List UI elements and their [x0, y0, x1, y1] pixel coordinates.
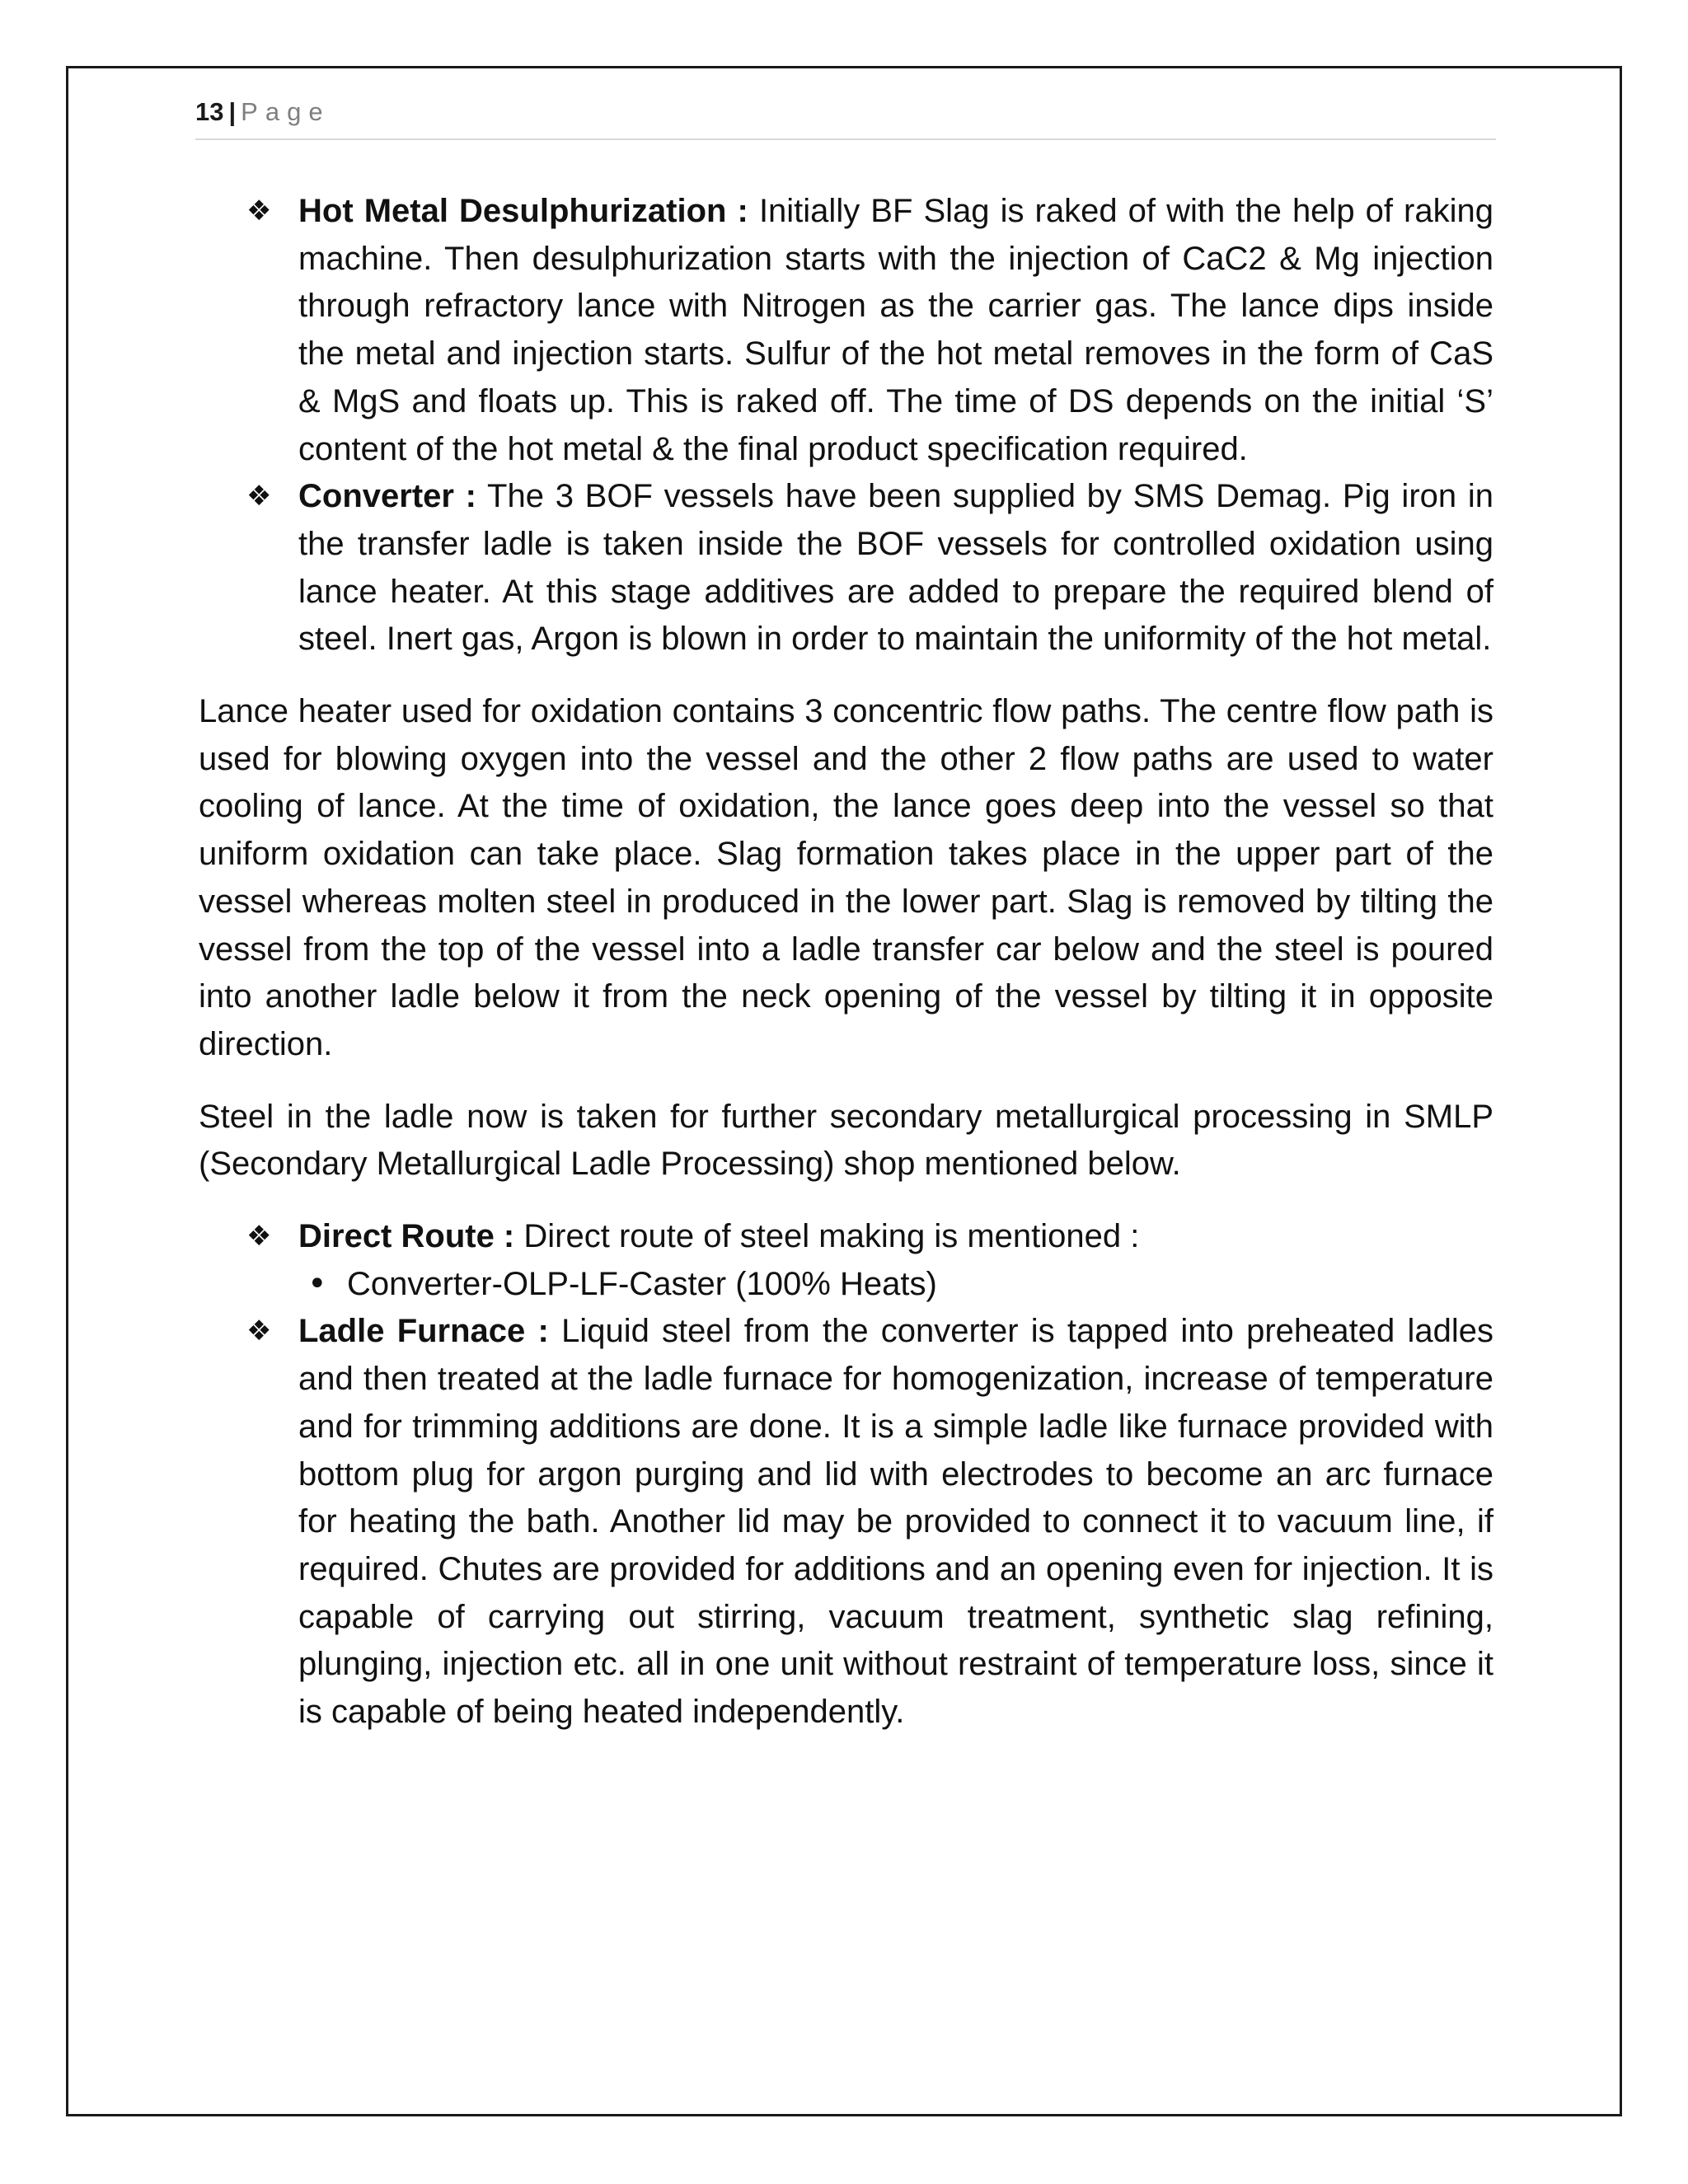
converter-item: [199, 473, 1493, 663]
direct-route-sub-text: Converter-OLP-LF-Caster (100% Heats): [347, 1265, 937, 1302]
direct-route-title: Direct Route :: [298, 1218, 515, 1255]
round-dot-icon: •: [307, 1264, 327, 1303]
ladle-furnace-title: Ladle Furnace :: [298, 1313, 549, 1350]
ladle-furnace-item: [199, 1308, 1493, 1736]
header-separator: |: [228, 97, 237, 126]
lance-heater-paragraph: Lance heater used for oxidation contains 3 concentric flow paths. The centre flow path is used for blowing oxygen into the vessel and the other 2 flow paths are used to water cooling of lance. At the time of oxidation, the lance goes deep into the vessel so that uniform oxidation can take place. Slag formation takes place in the upper part of the vessel whereas molten steel in produced in the lower part. Slag is removed by tilting the vessel from the top of the vessel into a ladle transfer car below and the steel is poured into another ladle below it from the neck opening of the vessel by tilting it in opposite direction.: [199, 693, 1493, 1062]
page-number: 13: [195, 97, 224, 126]
four-diamond-bullet-icon: ❖: [246, 194, 272, 227]
document-body: [199, 188, 1493, 1736]
four-diamond-bullet-icon: ❖: [246, 480, 272, 513]
hot-metal-title: Hot Metal Desulphurization :: [298, 193, 748, 229]
page-label: Page: [241, 97, 331, 126]
converter-text: The 3 BOF vessels have been supplied by SMS Demag. Pig iron in the transfer ladle is taken inside the BOF vessels for controlled oxidation using lance heater. At this stage additives are added to prepare the required blend of steel. Inert gas, Argon is blown in order to maintain the uniformity of the hot metal.: [298, 478, 1493, 658]
four-diamond-bullet-icon: ❖: [246, 1220, 272, 1254]
four-diamond-bullet-icon: ❖: [246, 1315, 272, 1348]
steel-ladle-paragraph: Steel in the ladle now is taken for further secondary metallurgical processing in SMLP (Secondary Metallurgical Ladle Processing) shop mentioned below.: [199, 1098, 1493, 1183]
page-header: [195, 97, 1496, 140]
direct-route-text: Direct route of steel making is mentioned :: [523, 1218, 1140, 1255]
direct-route-item: [199, 1213, 1493, 1261]
ladle-furnace-text: Liquid steel from the converter is tapped into preheated ladles and then treated at the ladle furnace for homogenization, increase of temperature and for trimming additions are done. It is a simple ladle like furnace provided with bottom plug for argon purging and lid with electrodes to become an arc furnace for heating the bath. Another lid may be provided to connect it to vacuum line, if required. Chutes are provided for additions and an opening even for injection. It is capable of carrying out stirring, vacuum treatment, synthetic slag refining, plunging, injection etc. all in one unit without restraint of temperature loss, since it is capable of being heated independently.: [298, 1313, 1493, 1731]
hot-metal-desulphurization-item: [199, 188, 1493, 473]
converter-title: Converter :: [298, 478, 477, 515]
hot-metal-text: Initially BF Slag is raked of with the help of raking machine. Then desulphurization starts with the injection of CaC2 & Mg injection through refractory lance with Nitrogen as the carrier gas. The lance dips inside the metal and injection starts. Sulfur of the hot metal removes in the form of CaS & MgS and floats up. This is raked off. The time of DS depends on the initial ‘S’ content of the hot metal & the final product specification required.: [298, 193, 1494, 467]
direct-route-sub-item: [199, 1261, 1493, 1309]
